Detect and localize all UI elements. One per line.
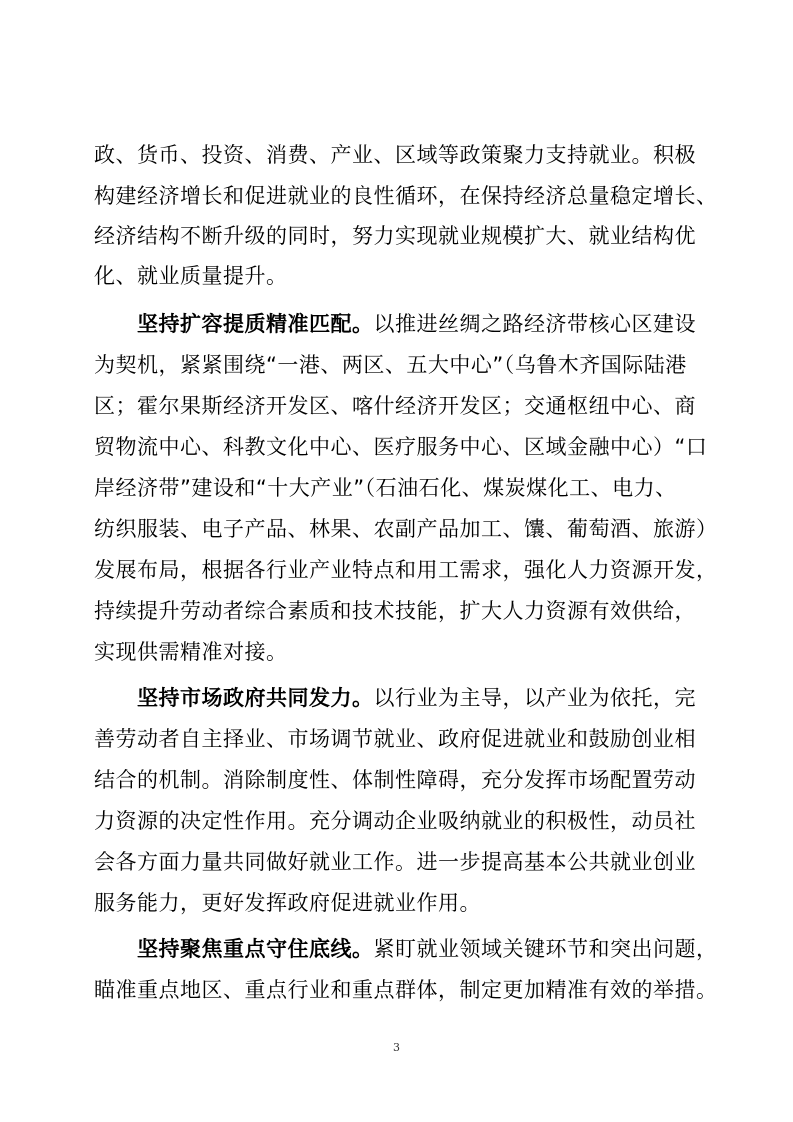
p2-line-2: 为契机，紧紧围绕“一港、两区、五大中心”（乌鲁木齐国际陆港 xyxy=(94,353,687,377)
p3-first-text: 以行业为主导，以产业为依托，完 xyxy=(373,686,696,710)
p1-line-3: 经济结构不断升级的同时，努力实现就业规模扩大、就业结构优 xyxy=(94,224,696,248)
p3-first-line xyxy=(137,684,714,712)
p4-heading: 坚持聚焦重点守住底线。 xyxy=(137,937,374,961)
p2-heading: 坚持扩容提质精准匹配。 xyxy=(137,312,374,336)
p2-line-7: 发展布局，根据各行业产业特点和用工需求，强化人力资源开发， xyxy=(94,558,718,582)
page-number: 3 xyxy=(393,1041,400,1054)
p2-line-3: 区；霍尔果斯经济开发区、喀什经济开发区；交通枢纽中心、商 xyxy=(94,394,696,418)
p4-line-2: 瞄准重点地区、重点行业和重点群体，制定更加精准有效的举措。 xyxy=(94,978,718,1002)
p1-line-2: 构建经济增长和促进就业的良性循环，在保持经济总量稳定增长、 xyxy=(94,184,718,208)
p2-line-6: 纺织服装、电子产品、林果、农副产品加工、馕、葡萄酒、旅游） xyxy=(94,517,718,541)
p3-line-4: 力资源的决定性作用。充分调动企业吸纳就业的积极性，动员社 xyxy=(94,809,696,833)
p3-line-3: 结合的机制。消除制度性、体制性障碍，充分发挥市场配置劳动 xyxy=(94,768,696,792)
p1-line-4: 化、就业质量提升。 xyxy=(94,264,288,288)
p2-line-5: 岸经济带”建设和“十大产业”（石油石化、煤炭煤化工、电力、 xyxy=(94,476,677,500)
p2-first-text: 以推进丝绸之路经济带核心区建设 xyxy=(373,312,696,336)
p3-line-6: 服务能力，更好发挥政府促进就业作用。 xyxy=(94,891,481,915)
p2-first-line xyxy=(137,310,714,338)
p1-line-1: 政、货币、投资、消费、产业、区域等政策聚力支持就业。积极 xyxy=(94,143,696,167)
p3-heading: 坚持市场政府共同发力。 xyxy=(137,686,374,710)
p2-line-8: 持续提升劳动者综合素质和技术技能，扩大人力资源有效供给， xyxy=(94,599,696,623)
p3-line-5: 会各方面力量共同做好就业工作。进一步提高基本公共就业创业 xyxy=(94,850,696,874)
p3-line-2: 善劳动者自主择业、市场调节就业、政府促进就业和鼓励创业相 xyxy=(94,727,696,751)
p4-first-text: 紧盯就业领域关键环节和突出问题， xyxy=(373,937,718,961)
p4-first-line xyxy=(137,935,718,963)
p2-line-4: 贸物流中心、科教文化中心、医疗服务中心、区域金融中心）“口 xyxy=(94,435,708,459)
p2-line-9: 实现供需精准对接。 xyxy=(94,640,288,664)
